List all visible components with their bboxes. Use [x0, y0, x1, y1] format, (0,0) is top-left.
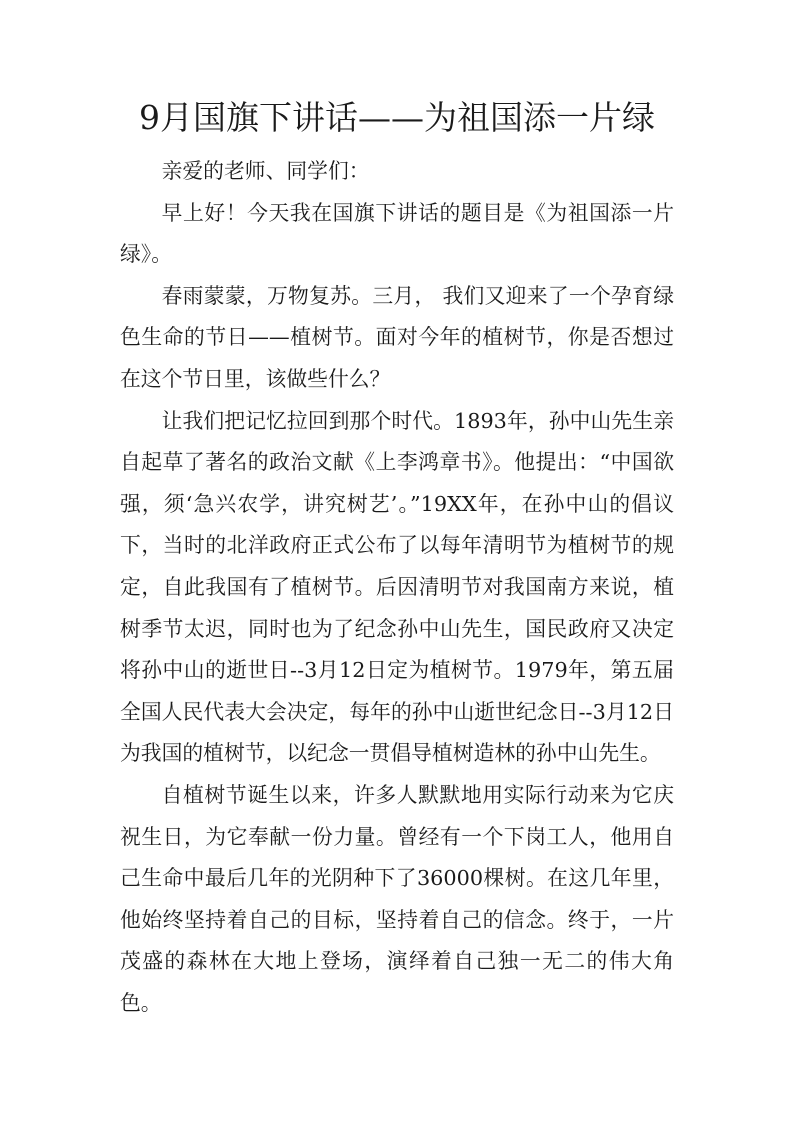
history-paragraph: 让我们把记忆拉回到那个时代。1893年，孙中山先生亲自起草了著名的政治文献《上李鸿章书》。他提出：“中国欲强，须‘急兴农学，讲究树艺’。”19XX年，在孙中山的倡议下，当时的北洋政府正式公布了以每年清明节为植树节的规定，自此我国有了植树节。后因清明节对我国南方来说，植树季节太迟，同时也为了纪念孙中山先生，国民政府又决定将孙中山的逝世日--3月12日定为植树节。1979年，第五届全国人民代表大会决定，每年的孙中山逝世纪念日--3月12日为我国的植树节，以纪念一贯倡导植树造林的孙中山先生。	[120, 408, 674, 766]
worker-paragraph: 自植树节诞生以来，许多人默默地用实际行动来为它庆祝生日，为它奉献一份力量。曾经有一个下岗工人，他用自己生命中最后几年的光阴种下了36000棵树。在这几年里，他始终坚持着自己的目标，坚持着自己的信念。终于，一片茂盛的森林在大地上登场，演绎着自己独一无二的伟大角色。	[120, 782, 674, 1015]
spring-paragraph: 春雨蒙蒙，万物复苏。三月， 我们又迎来了一个孕育绿色生命的节日——植树节。面对今年的植树节，你是否想过在这个节日里，该做些什么？	[120, 283, 674, 391]
greeting-paragraph: 早上好！今天我在国旗下讲话的题目是《为祖国添一片绿》。	[120, 200, 674, 267]
document-title: 9月国旗下讲话——为祖国添一片绿	[139, 98, 655, 137]
salutation-paragraph: 亲爱的老师、同学们：	[161, 159, 370, 183]
document-body	[120, 151, 674, 1024]
